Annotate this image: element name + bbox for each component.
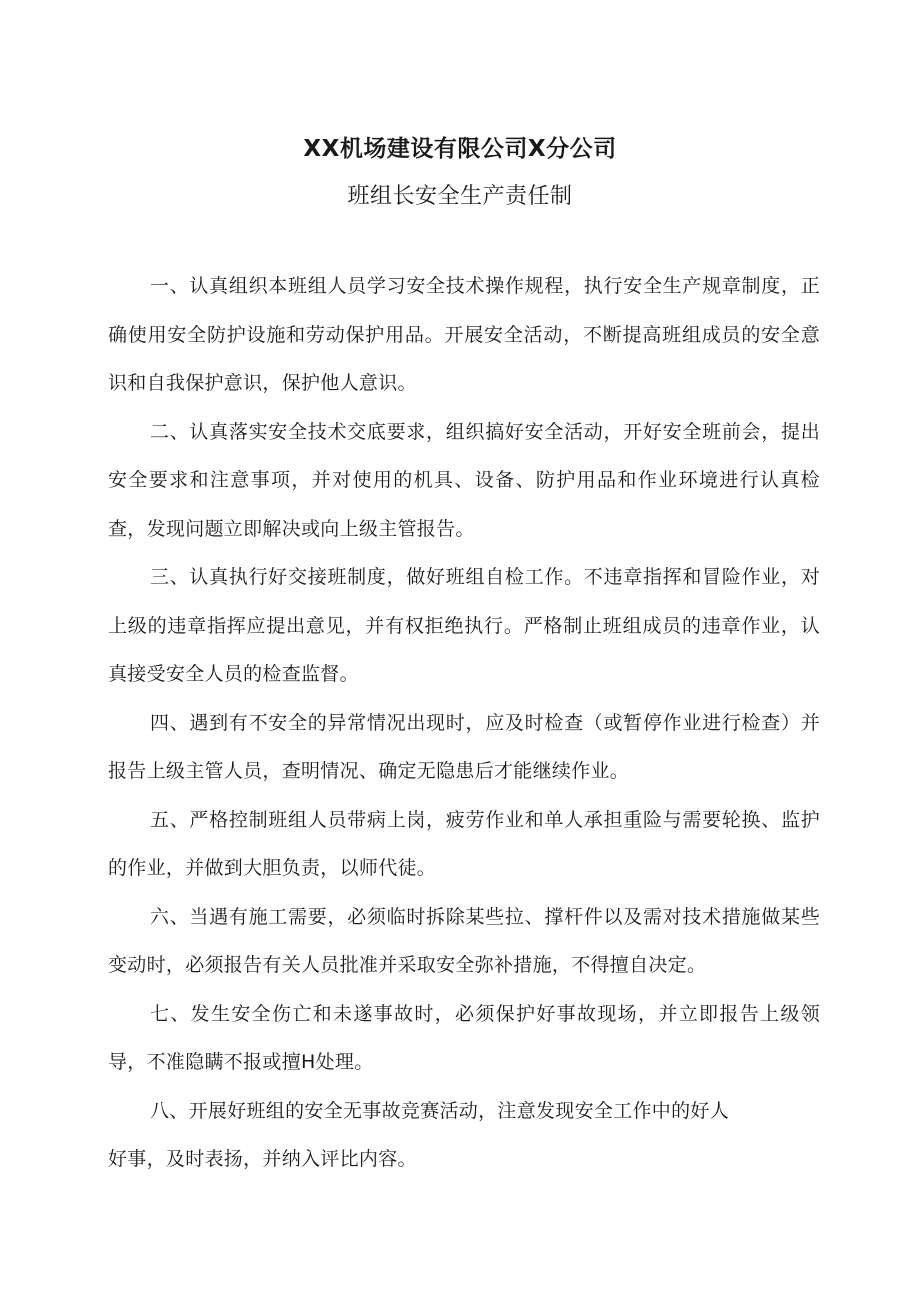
clause-4: 四、遇到有不安全的异常情况出现时，应及时检查（或暂停作业进行检查）并报告上级主管人员，查明情况、确定无隐患后才能继续作业。 xyxy=(108,711,820,782)
clause-2: 二、认真落实安全技术交底要求，组织搞好安全活动，开好安全班前会，提出安全要求和注意事项，并对使用的机具、设备、防护用品和作业环境进行认真检查，发现问题立即解决或向上级主管报告。 xyxy=(108,420,820,540)
clause-7: 七、发生安全伤亡和未遂事故时，必须保护好事故现场，并立即报告上级领导，不准隐瞒不报或擅H处理。 xyxy=(108,1002,820,1073)
clause-5: 五、严格控制班组人员带病上岗，疲劳作业和单人承担重险与需要轮换、监护的作业，并做到大胆负责，以师代徒。 xyxy=(108,808,820,879)
document-title-subject: 班组长安全生产责任制 xyxy=(347,184,573,209)
clause-6: 六、当遇有施工需要，必须临时拆除某些拉、撑杆件以及需对技术措施做某些变动时，必须报告有关人员批准并采取安全弥补措施，不得擅自决定。 xyxy=(108,905,820,976)
clause-8-continuation: 好事，及时表扬，并纳入评比内容。 xyxy=(108,1148,417,1170)
clause-1: 一、认真组织本班组人员学习安全技术操作规程，执行安全生产规章制度，正确使用安全防护设施和劳动保护用品。开展安全活动，不断提高班组成员的安全意识和自我保护意识，保护他人意识。 xyxy=(108,275,820,394)
document-body xyxy=(108,262,820,1184)
clause-3: 三、认真执行好交接班制度，做好班组自检工作。不违章指挥和冒险作业，对上级的违章指挥应提出意见，并有权拒绝执行。严格制止班组成员的违章作业，认真接受安全人员的检查监督。 xyxy=(108,566,820,685)
document-title-company: XX机场建设有限公司X分公司 xyxy=(303,136,617,162)
clause-8: 八、开展好班组的安全无事故竞赛活动，注意发现安全工作中的好人 xyxy=(150,1099,730,1122)
